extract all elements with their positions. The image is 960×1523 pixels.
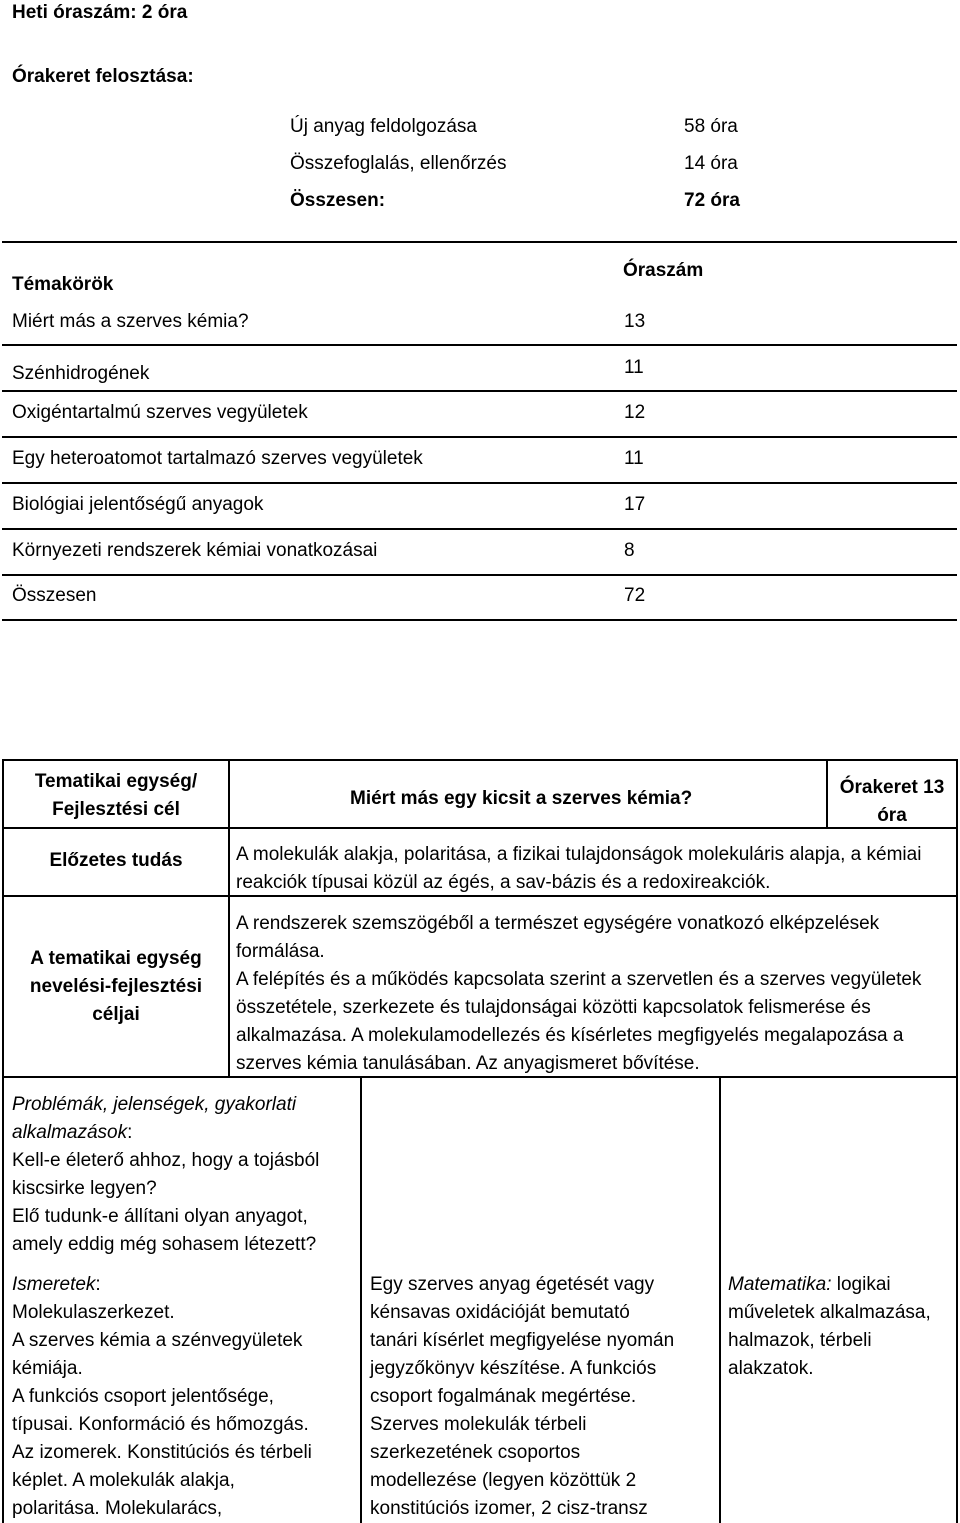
knowledge-line-6: Az izomerek. Konstitúciós és térbeli — [12, 1442, 312, 1463]
unit-table-top-border — [2, 759, 958, 761]
distribution-title: Órakeret felosztása: — [12, 66, 194, 87]
table-row-divider — [2, 436, 957, 438]
unit-goals-paragraph-1: A rendszerek szemszögéből a természet egységére vonatkozó elképzelések formálása. — [236, 913, 880, 962]
unit-label-prior: Előzetes tudás — [49, 850, 183, 871]
unit-label-goals-line-3: céljai — [92, 1004, 140, 1025]
knowledge-line-1: Molekulaszerkezet. — [12, 1302, 175, 1323]
unit-table-left-border — [2, 759, 4, 1523]
knowledge-heading-colon: : — [95, 1274, 101, 1295]
topic-row-2-name: Oxigéntartalmú szerves vegyületek — [12, 402, 308, 423]
unit-label-goals-line-2: nevelési-fejlesztési — [29, 976, 203, 997]
problems-line-2: kiscsirke legyen? — [12, 1178, 157, 1199]
distribution-label-review: Összefoglalás, ellenőrzés — [290, 153, 507, 174]
knowledge-block — [12, 1271, 312, 1523]
unit-goals-text — [236, 910, 942, 1078]
unit-label-column-divider — [228, 759, 230, 1077]
table-row-divider — [2, 344, 957, 346]
knowledge-line-8: polaritása. Molekularács, — [12, 1498, 223, 1519]
unit-hours — [828, 774, 956, 830]
col-header-topics: Témakörök — [12, 274, 114, 295]
connections-block — [728, 1271, 931, 1383]
knowledge-heading — [12, 1271, 312, 1299]
distribution-value-total: 72 óra — [684, 190, 740, 211]
problems-line-4: amely eddig még sohasem létezett? — [12, 1234, 317, 1255]
activity-line-7: szerkezetének csoportos — [370, 1442, 581, 1463]
topic-row-6-hours: 72 — [624, 585, 646, 606]
topic-row-0-name: Miért más a szerves kémia? — [12, 311, 249, 332]
topic-row-1-name: Szénhidrogének — [12, 363, 150, 384]
table-top-border — [2, 241, 957, 243]
problems-heading-line-2 — [12, 1119, 319, 1147]
distribution-label-new: Új anyag feldolgozása — [290, 116, 477, 137]
table-row-divider — [2, 390, 957, 392]
activity-line-5: csoport fogalmának megértése. — [370, 1386, 637, 1407]
unit-label-topic-line-1: Tematikai egység/ — [34, 771, 198, 792]
weekly-hours: Heti óraszám: 2 óra — [12, 2, 188, 23]
problems-heading-text-2: alkalmazások — [12, 1122, 128, 1143]
topic-row-2-hours: 12 — [624, 402, 646, 423]
knowledge-line-3: kémiája. — [12, 1358, 83, 1379]
col-header-hours: Óraszám — [623, 260, 704, 281]
activities-block — [370, 1271, 674, 1523]
activity-line-8: modellezése (legyen közöttük 2 — [370, 1470, 637, 1491]
knowledge-line-5: típusai. Konformáció és hőmozgás. — [12, 1414, 309, 1435]
topic-row-4-name: Biológiai jelentőségű anyagok — [12, 494, 264, 515]
activity-line-3: tanári kísérlet megfigyelése nyomán — [370, 1330, 675, 1351]
problems-block — [12, 1091, 319, 1259]
unit-prior-text: A molekulák alakja, polaritása, a fizikai tulajdonságok molekuláris alapja, a kémiai reakciók típusai közül az égés, a sav-bázis és a redoxireakciók. — [236, 844, 922, 893]
connection-subject: Matematika: — [728, 1274, 832, 1295]
topic-row-6-name: Összesen — [12, 585, 97, 606]
topic-row-5-hours: 8 — [624, 540, 635, 561]
table-row-divider — [2, 482, 957, 484]
connection-line-3: halmazok, térbeli — [728, 1330, 872, 1351]
knowledge-heading-text: Ismeretek — [12, 1274, 96, 1295]
unit-goals-paragraph-2: A felépítés és a működés kapcsolata szerint a szervetlen és a szerves vegyületek összetétele, szerkezete és tulajdonságai közötti kapcsolatok felismerése és alkalmazása. A molekulamodellezés és kísérletes megfigyelés megalapozása a szerves kémia tanulásában. Az anyagismeret bővítése. — [236, 969, 922, 1074]
problems-heading-colon: : — [127, 1122, 133, 1143]
topic-row-1-hours: 11 — [624, 357, 644, 378]
distribution-value-new: 58 óra — [684, 116, 738, 137]
problems-line-1: Kell-e életerő ahhoz, hogy a tojásból — [12, 1150, 320, 1171]
unit-label-topic-line-2: Fejlesztési cél — [52, 799, 180, 820]
unit-title-row-divider — [2, 827, 958, 829]
distribution-label-total: Összesen: — [290, 190, 386, 211]
problems-line-3: Elő tudunk-e állítani olyan anyagot, — [12, 1206, 308, 1227]
unit-label-goals — [4, 945, 228, 1029]
distribution-value-review: 14 óra — [684, 153, 738, 174]
unit-label-topic — [4, 768, 228, 824]
knowledge-line-4: A funkciós csoport jelentősége, — [12, 1386, 274, 1407]
unit-hours-line-2: óra — [877, 805, 907, 826]
topic-row-4-hours: 17 — [624, 494, 646, 515]
table-row-divider — [2, 574, 957, 576]
connection-line-1-rest: logikai — [831, 1274, 891, 1295]
unit-hours-line-1: Órakeret 13 — [839, 777, 945, 798]
table-bottom-border — [2, 619, 957, 621]
problems-heading-line-1 — [12, 1091, 319, 1119]
topic-row-5-name: Környezeti rendszerek kémiai vonatkozásai — [12, 540, 378, 561]
connection-line-2: műveletek alkalmazása, — [728, 1302, 931, 1323]
knowledge-line-7: képlet. A molekulák alakja, — [12, 1470, 235, 1491]
activity-line-6: Szerves molekulák térbeli — [370, 1414, 587, 1435]
unit-body-column-divider-1 — [360, 1076, 362, 1523]
activity-line-9: konstitúciós izomer, 2 cisz-transz — [370, 1498, 648, 1519]
activity-line-4: jegyzőkönyv készítése. A funkciós — [370, 1358, 657, 1379]
topic-row-0-hours: 13 — [624, 311, 646, 332]
connection-line-4: alakzatok. — [728, 1358, 814, 1379]
unit-title: Miért más egy kicsit a szerves kémia? — [350, 788, 693, 809]
knowledge-line-2: A szerves kémia a szénvegyületek — [12, 1330, 303, 1351]
connection-line-1 — [728, 1271, 931, 1299]
problems-heading-text-1: Problémák, jelenségek, gyakorlati — [12, 1094, 297, 1115]
table-row-divider — [2, 528, 957, 530]
activity-line-2: kénsavas oxidációját bemutató — [370, 1302, 630, 1323]
topic-row-3-hours: 11 — [624, 448, 644, 469]
activity-line-1: Egy szerves anyag égetését vagy — [370, 1274, 655, 1295]
topic-row-3-name: Egy heteroatomot tartalmazó szerves vegyületek — [12, 448, 423, 469]
unit-body-column-divider-2 — [719, 1076, 721, 1523]
unit-table-right-border — [956, 759, 958, 1523]
unit-label-goals-line-1: A tematikai egység — [30, 948, 202, 969]
